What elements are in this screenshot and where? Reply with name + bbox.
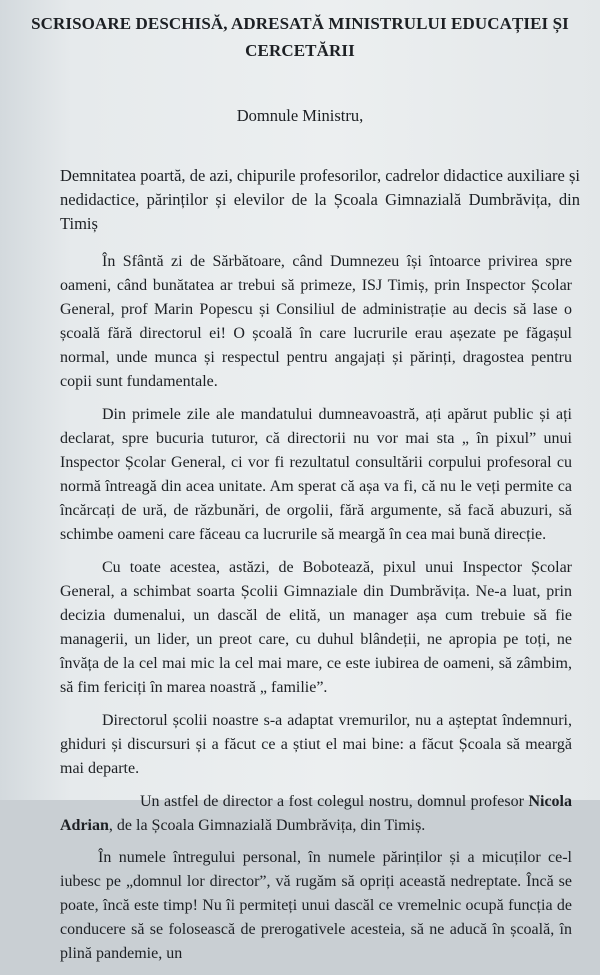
final-paragraph: În numele întregului personal, în numele părinților și a micuților ce-l iubesc pe „domnul lor director”, vă rugăm să opriți această nedreptate. Încă se poate, încă este timp! Nu îi permiteți unui dascăl ce vremelnic ocupă funcția de conducere să se folosească de prerogativele acesteia, să ne aducă în școală, în plină pandemie, un	[60, 849, 572, 962]
paragraph-2: Din primele zile ale mandatului dumneavoastră, ați apărut public și ați declarat, spre bucuria tuturor, că directorii nu vor mai sta „ în pixul” unui Inspector Școlar General, ci vor fi rezultatul consultării corpului profesoral cu normă întreagă din acea unitate. Am sperat că așa va fi, că nu le veți permite ca încărcați de ură, de răzbunări, de orgolii, fără argumente, să facă abuzuri, să schimbe oameni care făceau ca lucrurile să meargă în cea mai bună direcție.	[60, 406, 572, 543]
letter-body	[60, 250, 572, 975]
director-text-after: , de la Școala Gimnazială Dumbrăvița, din Timiș.	[108, 817, 426, 834]
salutation: Domnule Ministru,	[236, 106, 364, 125]
director-name: Nicola Adrian	[60, 793, 572, 834]
director-text-before: Un astfel de director a fost colegul nostru, domnul profesor	[140, 793, 529, 810]
letter-title: SCRISOARE DESCHISĂ, ADRESATĂ MINISTRULUI EDUCAȚIEI ȘI CERCETĂRII	[31, 14, 569, 60]
paragraph-1: În Sfântă zi de Sărbătoare, când Dumnezeu își întoarce privirea spre oameni, când bunătatea ar trebui să primeze, ISJ Timiș, prin Inspector Școlar General, prof Marin Popescu și Consiliul de administrație au decis să lase o școală fără directorul ei! O școală în care lucrurile erau așezate pe făgașul normal, unde munca și respectul pentru angajați și părinți, dragostea pentru copii sunt fundamentale.	[60, 253, 572, 390]
paragraph-4: Directorul școlii noastre s-a adaptat vremurilor, nu a așteptat îndemnuri, ghiduri și discursuri și a făcut ce a știut el mai bine: a făcut Școala să meargă mai departe.	[60, 712, 572, 777]
intro-paragraph: Demnitatea poartă, de azi, chipurile profesorilor, cadrelor didactice auxiliare și nedidactice, părinților și elevilor de la Școala Gimnazială Dumbrăvița, din Timiș	[60, 166, 580, 233]
director-paragraph	[60, 790, 572, 838]
paragraph-3: Cu toate acestea, astăzi, de Bobotează, pixul unui Inspector Școlar General, a schimbat soarta Școlii Gimnaziale din Dumbrăvița. Ne-a luat, prin decizia dumenalui, un dascăl de elită, un manager așa cum trebuie să fie managerii, un lider, un preot care, cu duhul blândeții, ne apropia pe toți, ne învăța de la cel mai mic la cel mai mare, ce este iubirea de oameni, să zâmbim, să fim fericiți în marea noastră „ familie”.	[60, 559, 572, 696]
